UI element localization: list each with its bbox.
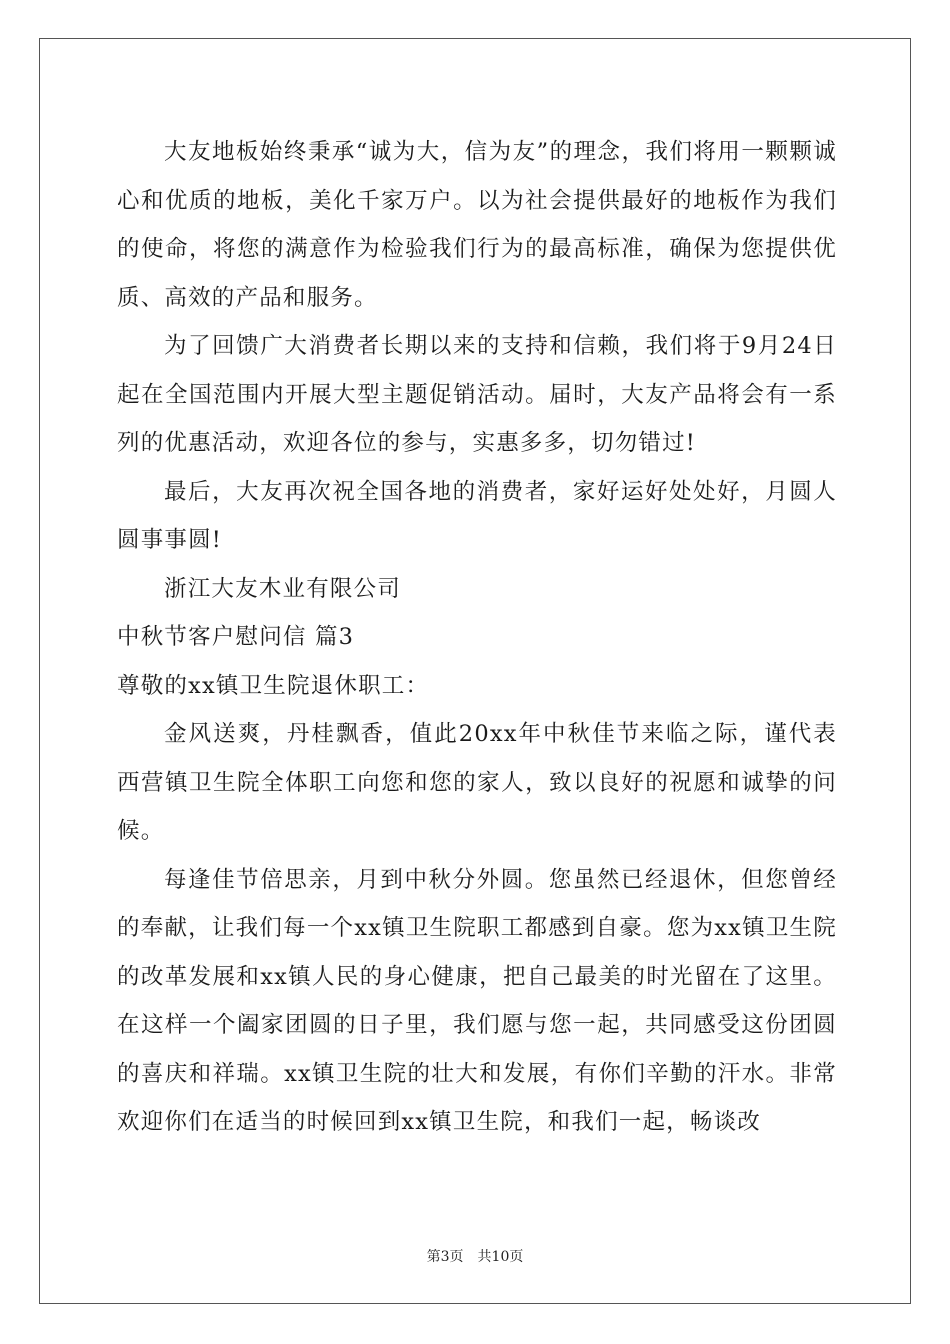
paragraph-greeting: 最后，大友再次祝全国各地的消费者，家好运好处处好，月圆人圆事事圆!	[117, 478, 837, 553]
paragraph-company-philosophy: 大友地板始终秉承“诚为大，信为友”的理念，我们将用一颗颗诚心和优质的地板，美化千家万户。以为社会提供最好的地板作为我们的使命，将您的满意作为检验我们行为的最高标准，确保为您提供优质、高效的产品和服务。	[117, 139, 837, 311]
page-total: 共10页	[477, 1249, 524, 1265]
paragraph-gratitude: 每逢佳节倍思亲，月到中秋分外圆。您虽然已经退休，但您曾经的奉献，让我们每一个xx镇卫生院职工都感到自豪。您为xx镇卫生院的改革发展和xx镇人民的身心健康，把自己最美的时光留在了这里。在这样一个阖家团圆的日子里，我们愿与您一起，共同感受这份团圆的喜庆和祥瑞。xx镇卫生院的壮大和发展，有你们辛勤的汗水。非常欢迎你们在适当的时候回到xx镇卫生院，和我们一起，畅谈改	[117, 866, 837, 1135]
paragraph-promotion: 为了回馈广大消费者长期以来的支持和信赖，我们将于9月24日起在全国范围内开展大型主题促销活动。届时，大友产品将会有一系列的优惠活动，欢迎各位的参与，实惠多多，切勿错过!	[117, 333, 837, 456]
signature-company: 浙江大友木业有限公司	[164, 575, 402, 602]
document-body	[117, 128, 837, 1147]
page-number: 第3页	[426, 1249, 464, 1265]
salutation: 尊敬的xx镇卫生院退休职工：	[117, 672, 430, 699]
page-footer	[0, 1246, 950, 1266]
paragraph-festival-wishes: 金风送爽，丹桂飘香，值此20xx年中秋佳节来临之际，谨代表西营镇卫生院全体职工向您和您的家人，致以良好的祝愿和诚挚的问候。	[117, 721, 837, 844]
section-heading: 中秋节客户慰问信 篇3	[117, 624, 355, 650]
